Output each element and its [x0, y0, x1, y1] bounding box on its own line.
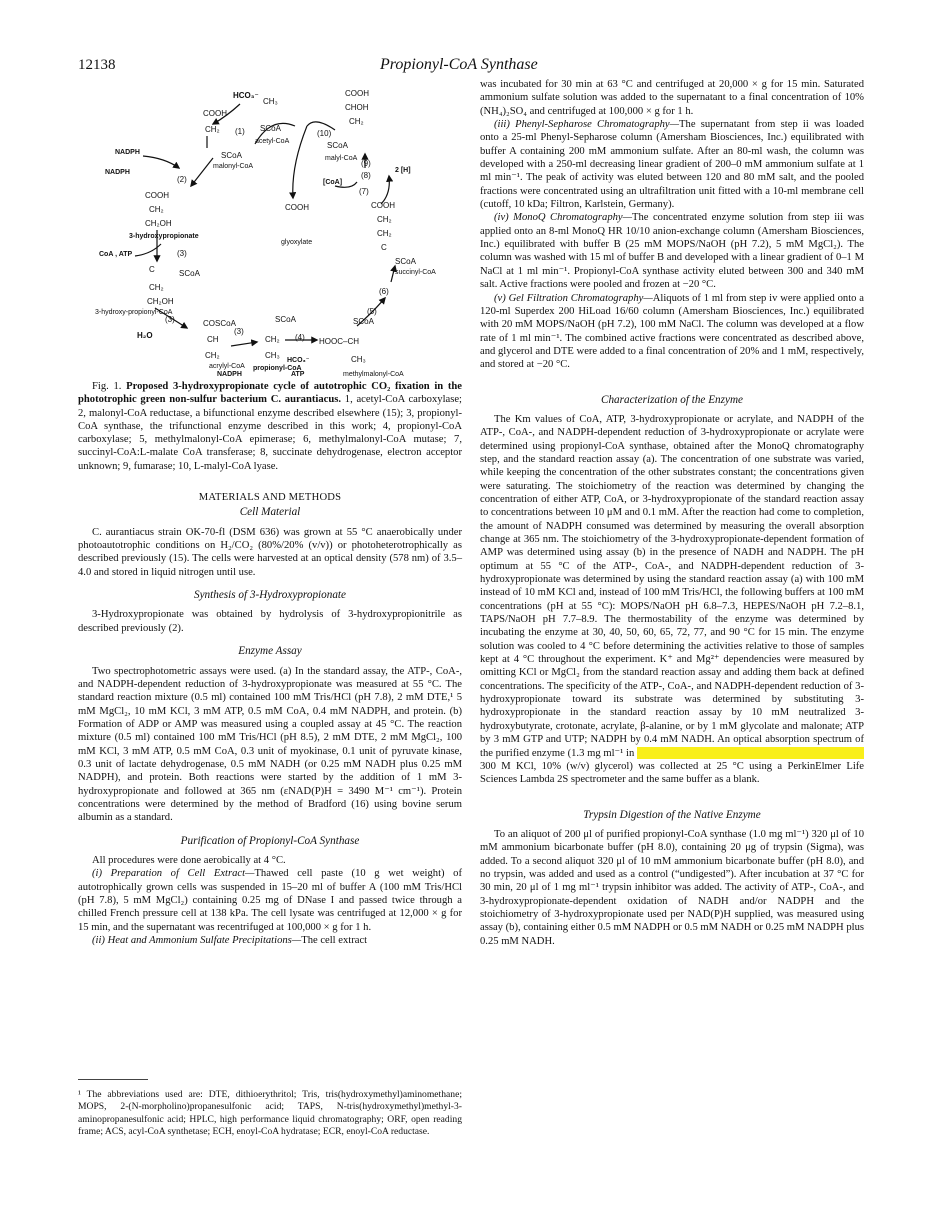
step-ii-text: The cell extract	[301, 935, 368, 947]
scoa-label: SCoA	[395, 257, 416, 266]
right-column	[480, 78, 864, 948]
ch2-label: CH₂	[265, 335, 280, 344]
materials-methods-heading: MATERIALS AND METHODS	[198, 492, 342, 504]
acetyl-coa-label: acetyl-CoA	[255, 138, 290, 145]
cooh-label: COOH	[203, 109, 227, 118]
step-i-paragraph	[78, 867, 462, 934]
h2o-label: H₂O	[137, 331, 153, 340]
enzyme-assay-heading: Enzyme Assay	[238, 645, 302, 658]
step-iii-paragraph	[480, 118, 864, 211]
trypsin-paragraph: To an aliquot of 200 μl of purified propionyl-CoA synthase (1.0 mg ml⁻¹) 320 μl of 10 mM ammonium bicarbonate buffer (pH 8.0), containing 20 μg of trypsin (Sigma), was added. To a second aliquot 320 μl of 10 mM ammonium bicarbonate buffer (pH 8.0), and no trypsin, was added and used as a control (“undigested”). After incubation at 37 °C for 30 min, 20 μl of 1 mg ml⁻¹ trypsin inhibitor was added. The activity of ATP-, CoA-, and 3-hydroxypropionate-dependent oxidation of NADH and/or NADPH and the stoichiometry of 3-hydroxypropionate used per NAD(P)H supplied, was measured using assay (b), containing either 0.5 mM NADPH or 0.5 mM NADH or 0.25 mM NADPH plus 0.25 mM NADH.	[480, 828, 864, 947]
characterization-text-end: 300 M KCl, 10% (w/v) glycerol) was collected at 25 °C using a PerkinElmer Life Sciences Lambda 2S spectrometer and the same buffer as a blank.	[480, 760, 864, 786]
ch3-label: CH₃	[351, 355, 366, 364]
page-number: 12138	[78, 57, 116, 73]
step-2-label: (2)	[177, 175, 187, 184]
two-h-label: 2 [H]	[395, 167, 411, 174]
ch-label: CH	[207, 335, 219, 344]
ch3-label: CH₃	[263, 97, 278, 106]
ch2oh-label: CH₂OH	[147, 297, 174, 306]
coa-atp-label: CoA , ATP	[99, 251, 133, 258]
step-4-label: (4)	[295, 333, 305, 342]
ch2-label: CH₂	[349, 117, 364, 126]
step-ii-continuation: was incubated for 30 min at 63 °C and centrifuged at 20,000 × g for 15 min. Saturated ammonium sulfate solution was added to the supernatant to a final concentration of 10% (NH₄)₂SO₄ and centrifuged at 100,000 × g for 1 h.	[480, 79, 864, 117]
step-v-title: (v) Gel Filtration Chromatography—	[494, 292, 653, 304]
nadph-label: NADPH	[105, 169, 130, 176]
cell-material-paragraph: C. aurantiacus strain OK-70-fl (DSM 636) was grown at 55 °C anaerobically under photoautotrophic conditions on H₂/CO₂ (80%/20% (v/v)) or photoheterotrophically as described previously (15). The cells were harvested at an optical density (578 nm) of 3.5–4.0 and stored in liquid nitrogen until use.	[78, 526, 462, 578]
scoa-label: SCoA	[275, 315, 296, 324]
cooh-label: COOH	[145, 191, 169, 200]
step-iii-text: The supernatant from step ii was loaded onto a 25-ml Phenyl-Sepharose column (Amersham Biosciences, Inc.) equilibrated with buffer A containing 200 mM ammonium sulfate. After an 80-ml wash, the column was developed with a 250-ml decreasing linear gradient of 200–0 mM ammonium sulfate at 1 ml min⁻¹. The peak of activity was eluted between 120 and 80 mM salt, and the pooled fractions were concentrated using an ultrafiltration unit fitted with a 10-ml membrane cell (cutoff, 10 kDa; Filtron, Karlstein, Germany).	[480, 119, 864, 211]
coa-label: [CoA]	[323, 179, 343, 186]
acrylyl-coa-label: acrylyl-CoA	[209, 363, 245, 370]
three-hydroxypropionate-label: 3-hydroxypropionate	[129, 233, 199, 240]
scoa-label: SCoA	[353, 317, 374, 326]
step-5-label: (5)	[367, 307, 377, 316]
ch2-label: CH₂	[149, 205, 164, 214]
atp-label: ATP	[291, 371, 305, 378]
figure-caption	[78, 380, 462, 473]
step-1-label: (1)	[235, 127, 245, 136]
ch2-label: CH₂	[377, 229, 392, 238]
step-v-paragraph	[480, 292, 864, 372]
ch2oh-label: CH₂OH	[145, 219, 172, 228]
step-9-label: (9)	[361, 159, 371, 168]
step-iv-text: The concentrated enzyme solution from step iii was applied onto an 8-ml MonoQ HR 10/10 anion-exchange column (Amersham Biosciences, Inc.) equilibrated with buffer B (25 mM MOPS/NaOH (pH 7.2), 5 mM MgCl₂). The column was washed with 15 ml of buffer B and developed with a linear gradient of 0–1 M NaCl at 1 ml min⁻¹. Propionyl-CoA synthase activity eluted between 300 and 340 mM salt. Active fractions were pooled and frozen at −20 °C.	[480, 212, 864, 291]
step-7-label: (7)	[359, 187, 369, 196]
scoa-label: SCoA	[179, 269, 200, 278]
c-label: C	[149, 265, 155, 274]
nadph-label: NADPH	[115, 149, 140, 156]
step-i-title: (i) Preparation of Cell Extract—	[92, 868, 255, 880]
enzyme-assay-paragraph: Two spectrophotometric assays were used. (a) In the standard assay, the ATP-, CoA-, and NADPH-dependent reduction of 3-hydroxypropionate was measured at 55 °C. The standard reaction mixture (0.5 ml) contained 100 mM Tris/HCl (pH 7.8), 2 mM DTE,¹ 5 mM MgCl₂, 10 mM KCl, 3 mM ATP, 0.5 mM CoA, 0.4 mM NADPH, and protein. (b) Formation of ADP or AMP was measured using a coupled assay at 45 °C. The reaction mixture (0.5 ml) contained 100 mM Tris/HCl (pH 8.5), 2 mM DTE, 2 mM MgCl₂, 100 mM KCl, 3 mM ATP, 0.5 mM CoA, 0.3 unit of myokinase, 0.1 unit of pyruvate kinase, 0.3 unit of lactate dehydrogenase, 0.5 mM NADH (or 0.25 mM NADH plus 0.25 mM NADPH), and protein. Both reactions were started by the addition of 1 mM 3-hydroxypropionate and followed at 365 nm (εNAD(P)H = 3490 M⁻¹ cm⁻¹). Protein concentrations were determined by the method of Bradford (16) using bovine serum albumin as a standard.	[78, 665, 462, 824]
characterization-text: The Km values of CoA, ATP, 3-hydroxypropionate or acrylate, and NADPH of the ATP-, CoA-, and NADPH-dependent reduction of 3-hydroxypropionate or acrylate were determined using propionyl-CoA synthase, obtained after the MonoQ chromatography step, and the standard reaction assay (a). The concentration of one substrate was varied, while keeping the concentration of the other substrates constant; the concentrations given were saturating. The stoichiometry of the reaction was determined by changing the concentration of either ATP, CoA, or 3-hydroxypropionate of the standard reaction assay to concentrations between 10 μM and 0.1 mM. After the reaction had come to completion, the amount of NADPH consumed was determined by measuring the overall absorption change at 365 nm. The stoichiometry of the 3-hydroxypropionate-dependent formation of AMP was determined using assay (b) in the presence of NADH and NADPH. The pH optimum at 55 °C of the ATP-, CoA-, and NADPH-dependent reduction of 3-hydroxypropionate was determined by using the standard reaction assay (a) with 100 mM instead of 10 mM KCl and, instead of 100 mM Tris/HCl, the following buffers at 100 mM concentrations (pH at 55 °C): MOPS/NaOH pH 6.8–7.3, HEPES/NaOH pH 7.2–8.1, TAPS/NaOH pH 7.7–8.9. The thermostability of the enzyme was determined by incubating the enzyme at 30, 40, 50, 60, 65, 72, 77, and 90 °C for 15 min. The enzyme solution was cooled to 4 °C before determining the activities relative to those of samples kept at 4 °C throughout the experiment. K⁺ and Mg²⁺ dependencies were measured by omitting KCl or MgCl₂ from the standard reaction assay and adding them back at defined concentrations. The specificity of the ATP-, CoA-, and NADPH-dependent reduction of 3-hydroxypropionate toward its substrate was determined by substituting 3-hydroxypropionate in the standard reaction assay by 10 mM neutralized 3-hydroxybutyrate, crotonate, acrylate, β-alanine, or by 1 mM glycolate and malonate; ATP by 3 mM GTP and UTP; NADPH by 0.4 mM NADH. An optical absorption spectrum of the purified enzyme (1.3 mg ml⁻¹ in	[480, 413, 864, 759]
scoa-label: SCoA	[260, 124, 281, 133]
ch2-label: CH₂	[377, 215, 392, 224]
cooh-label: COOH	[285, 203, 309, 212]
cell-material-heading: Cell Material	[239, 506, 301, 519]
hooc-ch-label: HOOC–CH	[319, 337, 360, 346]
ch2-label: CH₂	[205, 125, 220, 134]
succinyl-coa-label: succinyl-CoA	[395, 269, 436, 276]
hco3-top-label: HCO₃⁻	[233, 91, 259, 100]
scoa-label: SCoA	[221, 151, 242, 160]
scoa-label: SCoA	[327, 141, 348, 150]
figure-1-cycle-diagram	[95, 86, 450, 386]
caption-body: 1, acetyl-CoA carboxylase; 2, malonyl-CoA reductase, a bifunctional enzyme described elsewhere (15); 3, propionyl-CoA synthase, the trifunctional enzyme described in this work; 4, propionyl-CoA carboxylase; 5, methylmalonyl-CoA epimerase; 6, methylmalonyl-CoA mutase; 7, succinyl-CoA:L-malate CoA transferase; 8, succinate dehydrogenase, electron acceptor unknown; 9, fumarase; 10, L-malyl-CoA lyase.	[78, 394, 462, 472]
coscoa-label: COSCoA	[203, 319, 236, 328]
three-hydroxypropionyl-coa-label: 3-hydroxy-propionyl-CoA	[95, 309, 173, 316]
step-3-label: (3)	[177, 249, 187, 258]
ch2-label: CH₂	[205, 351, 220, 360]
glyoxylate-label: glyoxylate	[281, 239, 313, 246]
step-i-text: Thawed cell paste (10 g wet weight) of autotrophically grown cells was suspended in 15–20 ml of buffer A (100 mM Tris/HCl (pH 7.8), 5 mM MgCl₂) containing 0.25 mg of DNase I and passed twice through a chilled French pressure cell at 138 kPa. The cell lysate was centrifuged at 12,000 × g for 15 min, and the supernatant was recentrifuged at 100,000 × g for 1 h.	[78, 868, 462, 933]
cycle-diagram-svg	[95, 86, 450, 386]
step-ii-paragraph	[78, 934, 462, 947]
purification-intro: All procedures were done aerobically at 4 °C.	[92, 854, 286, 866]
step-3-label: (3)	[234, 327, 244, 336]
step-8-label: (8)	[361, 171, 371, 180]
step-iv-title: (iv) MonoQ Chromatography—	[494, 212, 633, 224]
characterization-paragraph	[480, 413, 864, 787]
choh-label: CHOH	[345, 103, 369, 112]
footnote-rule	[78, 1079, 148, 1080]
nadph-label: NADPH	[217, 371, 242, 378]
step-v-text: Aliquots of 1 ml from step iv were applied onto a 120-ml Superdex 200 HiLoad 16/60 column (Amersham Biosciences, Inc.) equilibrated with 20 mM MOPS/NaOH (pH 7.2), 100 mM NaCl. The column was developed at a flow rate of 1 ml min⁻¹. The combined active fractions were concentrated as described above, and glycerol and DTE were added to a final concentration of 20% and 1 mM, respectively, and stored at −20 °C.	[480, 292, 864, 371]
step-ii-title: (ii) Heat and Ammonium Sulfate Precipitations—	[92, 935, 302, 947]
running-title: Propionyl-CoA Synthase	[380, 56, 538, 73]
synthesis-paragraph: 3-Hydroxypropionate was obtained by hydrolysis of 3-hydroxypropionitrile as described previously (2).	[78, 609, 462, 634]
step-iii-title: (iii) Phenyl-Sepharose Chromatography—	[494, 119, 680, 131]
caption-label: Fig. 1.	[92, 381, 122, 392]
c-label: C	[381, 243, 387, 252]
step-10-label: (10)	[317, 129, 332, 138]
left-column	[78, 380, 462, 947]
methylmalonyl-coa-label: methylmalonyl-CoA	[343, 371, 404, 378]
step-3-label: (3)	[165, 315, 175, 324]
cooh-label: COOH	[345, 89, 369, 98]
characterization-heading: Characterization of the Enzyme	[600, 393, 743, 406]
purification-heading: Purification of Propionyl-CoA Synthase	[180, 834, 360, 847]
synthesis-heading: Synthesis of 3-Hydroxypropionate	[193, 589, 347, 602]
footnote: ¹ The abbreviations used are: DTE, dithioerythritol; Tris, tris(hydroxymethyl)aminomethane; MOPS, 2-(N-morpholino)propanesulfonic acid; TAPS, N-tris(hydroxymethyl)methyl-3-aminopropanesulfonic acid; HPLC, high performance liquid chromatography; ORF, open reading frame; ACS, acyl-CoA synthetase; ECH, enoyl-CoA hydratase; ECR, enoyl-CoA reductase.	[78, 1089, 462, 1138]
caption-title: Proposed 3-hydroxypropionate cycle of autotrophic CO₂ fixation in the phototrophic green non-sulfur bacterium C. aurantiacus.	[78, 381, 463, 406]
highlighted-redaction	[637, 747, 864, 759]
cooh-label: COOH	[371, 201, 395, 210]
propionyl-coa-label: propionyl-CoA	[253, 365, 302, 372]
hco3-bottom-label: HCO₃⁻	[287, 357, 310, 364]
malonyl-coa-label: malonyl-CoA	[213, 163, 254, 170]
malyl-coa-label: malyl-CoA	[325, 155, 358, 162]
step-6-label: (6)	[379, 287, 389, 296]
step-iv-paragraph	[480, 211, 864, 291]
trypsin-heading: Trypsin Digestion of the Native Enzyme	[583, 808, 761, 821]
ch2-label: CH₂	[149, 283, 164, 292]
ch3-label: CH₃	[265, 351, 280, 360]
